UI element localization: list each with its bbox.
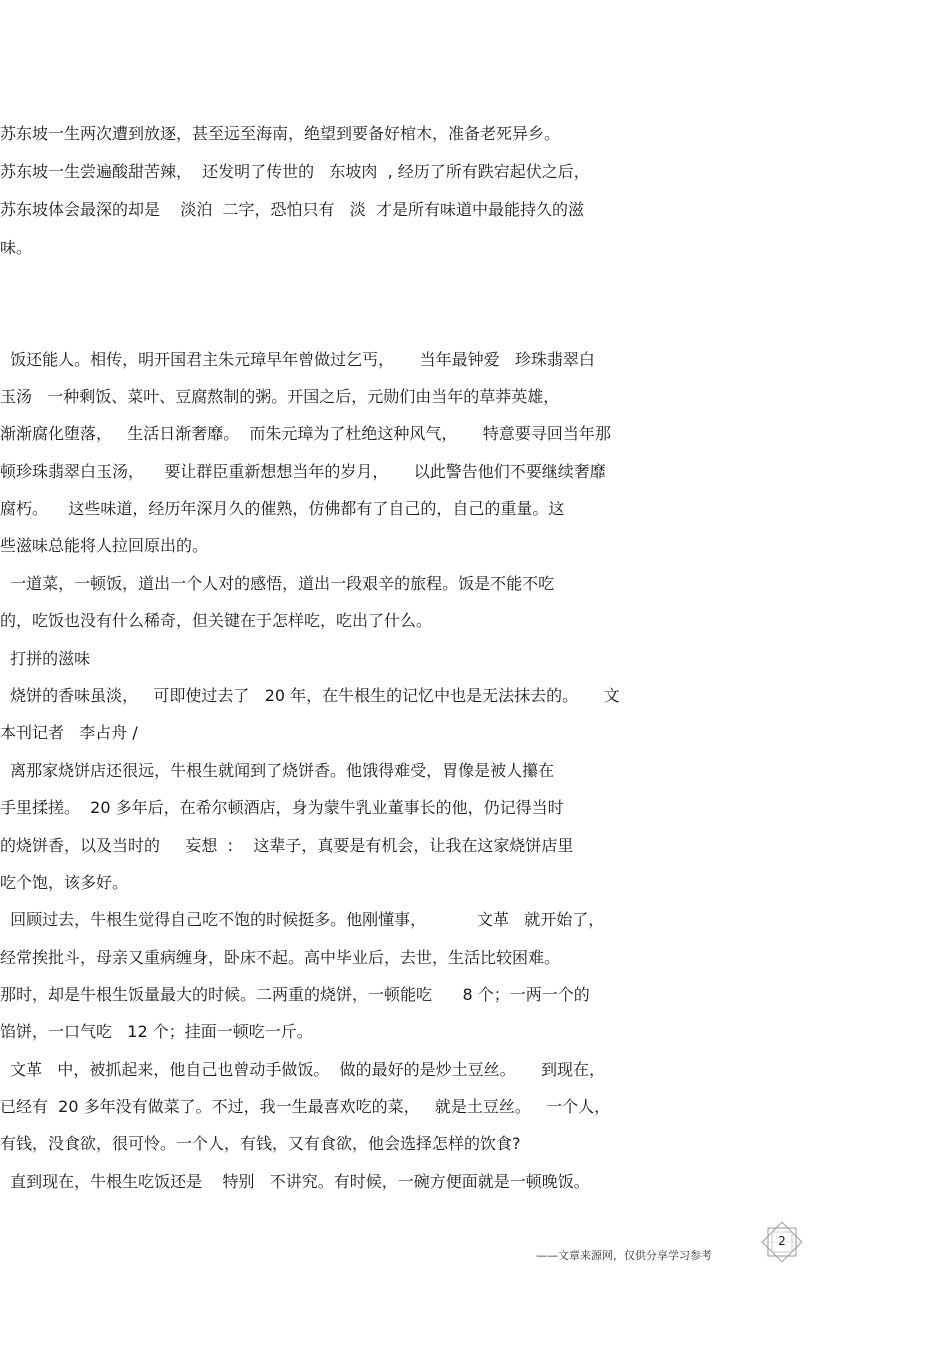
text-line: 馅饼，一口气吃 12 个；挂面一顿吃一斤。	[0, 1022, 313, 1041]
text-line: 一道菜，一顿饭，道出一个人对的感悟，道出一段艰辛的旅程。饭是不能不吃	[0, 574, 555, 593]
text-line: 苏东坡一生两次遭到放逐，甚至远至海南，绝望到要备好棺木，准备老死异乡。	[0, 124, 561, 143]
text-line: 吃个饱，该多好。	[0, 873, 129, 892]
text-line: 苏东坡体会最深的却是 淡泊 二字，恐怕只有 淡 才是所有味道中最能持久的滋	[0, 200, 584, 219]
text-line: 些滋味总能将人拉回原出的。	[0, 536, 209, 555]
text-line: 已经有 20 多年没有做菜了。不过，我一生最喜欢吃的菜， 就是土豆丝。 一个人，	[0, 1097, 611, 1116]
text-line: 饭还能人。相传，明开国君主朱元璋早年曾做过乞丐， 当年最钟爱 珍珠翡翠白	[0, 350, 595, 369]
text-line: 的烧饼香，以及当时的 妄想 : 这辈子，真要是有机会，让我在这家烧饼店里	[0, 836, 574, 855]
text-line: 的，吃饭也没有什么稀奇，但关键在于怎样吃，吃出了什么。	[0, 611, 433, 630]
byline: 本刊记者 李占舟 /	[0, 723, 138, 742]
text-line: 文革 中，被抓起来，他自己也曾动手做饭。 做的最好的是炒土豆丝。 到现在，	[0, 1060, 606, 1079]
text-line: 味。	[0, 238, 33, 257]
page-number: 2	[778, 1234, 786, 1248]
text-line: 腐朽。 这些味道，经历年深月久的催熟，仿佛都有了自己的，自己的重量。这	[0, 499, 565, 518]
page-number-badge	[758, 1220, 806, 1264]
text-line: 玉汤 一种剩饭、菜叶、豆腐熬制的粥。开国之后，元勋们由当年的草莽英雄，	[0, 387, 560, 406]
source-note: ——文章来源网，仅供分享学习参考	[536, 1249, 712, 1262]
text-line: 离那家烧饼店还很远，牛根生就闻到了烧饼香。他饿得难受，胃像是被人攥在	[0, 761, 555, 780]
text-line: 经常挨批斗，母亲又重病缠身，卧床不起。高中毕业后，去世，生活比较困难。	[0, 948, 561, 967]
text-line: 直到现在，牛根生吃饭还是 特别 不讲究。有时候，一碗方便面就是一顿晚饭。	[0, 1172, 590, 1191]
text-line: 烧饼的香味虽淡， 可即使过去了 20 年，在牛根生的记忆中也是无法抹去的。 文	[0, 686, 620, 705]
section-heading: 打拼的滋味	[0, 649, 91, 668]
text-line: 顿珍珠翡翠白玉汤， 要让群臣重新想想当年的岁月， 以此警告他们不要继续奢靡	[0, 462, 606, 481]
text-line: 苏东坡一生尝遍酸甜苦辣， 还发明了传世的 东坡肉 , 经历了所有跌宕起伏之后，	[0, 162, 590, 181]
text-line: 渐渐腐化堕落， 生活日渐奢靡。 而朱元璋为了杜绝这种风气， 特意要寻回当年那	[0, 424, 611, 443]
text-line: 那时，却是牛根生饭量最大的时候。二两重的烧饼，一顿能吃 8 个；一两一个的	[0, 985, 590, 1004]
text-line: 回顾过去，牛根生觉得自己吃不饱的时候挺多。他刚懂事， 文革 就开始了，	[0, 910, 605, 929]
text-line: 手里揉搓。 20 多年后，在希尔顿酒店，身为蒙牛乳业董事长的他，仍记得当时	[0, 798, 564, 817]
text-line: 有钱，没食欲，很可怜。一个人，有钱，又有食欲，他会选择怎样的饮食?	[0, 1134, 521, 1153]
